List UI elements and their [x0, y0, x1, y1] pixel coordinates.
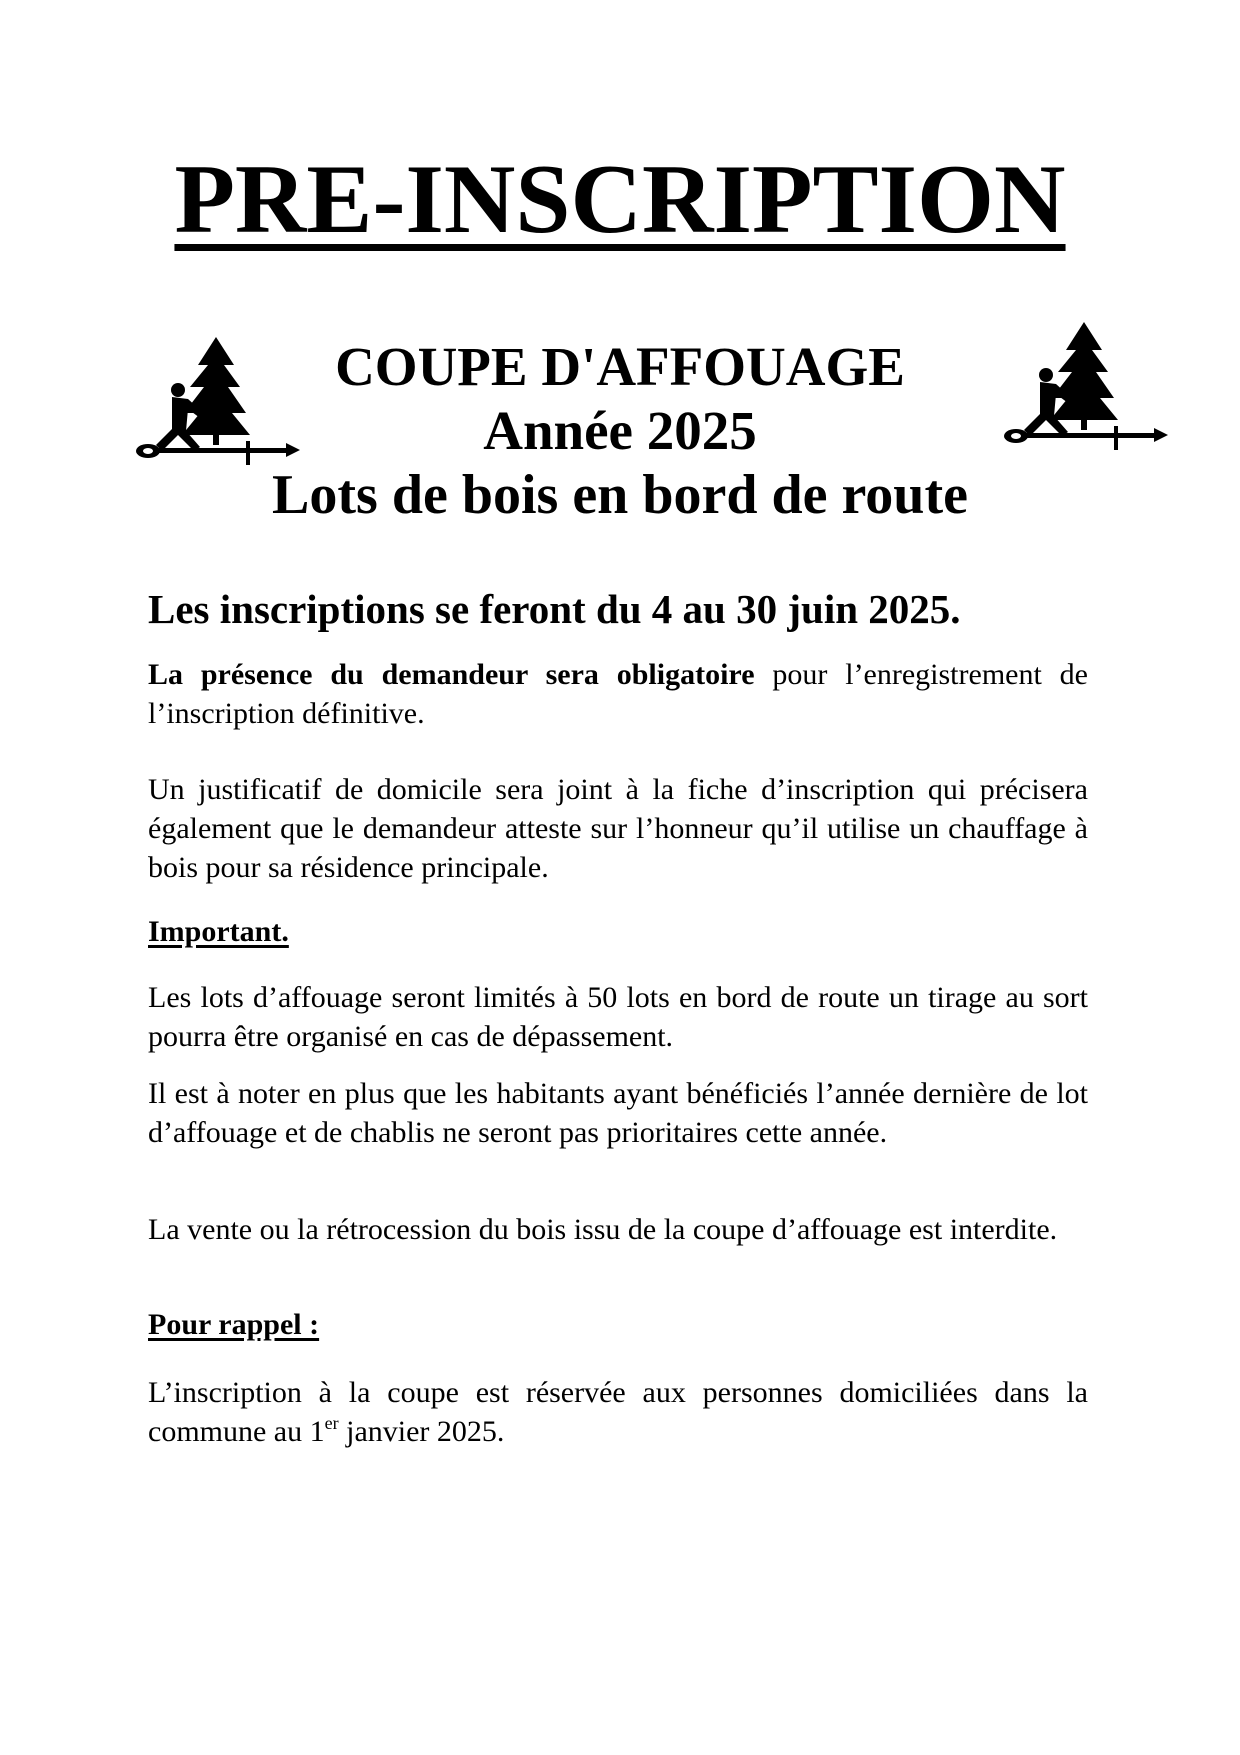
header-block: [0, 335, 1240, 528]
page-title: PRE-INSCRIPTION: [174, 145, 1066, 254]
header-line-lots: Lots de bois en bord de route: [272, 463, 968, 526]
justificatif-paragraph: Un justificatif de domicile sera joint à la fiche d’inscription qui précisera également que le demandeur atteste sur l’honneur qu’il utilise un chauffage à bois pour sa résidence principale.: [148, 773, 1088, 884]
rappel-superscript: er: [324, 1413, 339, 1433]
presence-rest-text: pour l’enregistrement de l’inscription définitive.: [148, 658, 1088, 730]
rappel-text-after: janvier 2025.: [338, 1415, 505, 1448]
important-paragraph-sale: La vente ou la rétrocession du bois issu de la coupe d’affouage est interdite.: [148, 1213, 1058, 1246]
important-heading: Important.: [148, 915, 289, 948]
important-paragraph-lots: Les lots d’affouage seront limités à 50 lots en bord de route un tirage au sort pourra être organisé en cas de dépassement.: [148, 981, 1088, 1053]
important-paragraph-priority: Il est à noter en plus que les habitants ayant bénéficiés l’année dernière de lot d’affouage et de chablis ne seront pas prioritaires cette année.: [148, 1077, 1088, 1149]
presence-paragraph: [148, 655, 1088, 733]
rappel-heading: Pour rappel :: [148, 1308, 320, 1341]
registration-dates: Les inscriptions se feront du 4 au 30 juin 2025.: [148, 586, 961, 632]
header-line-coupe: COUPE D'AFFOUAGE: [335, 336, 905, 397]
header-line-year: Année 2025: [483, 399, 757, 461]
rappel-text-before: L’inscription à la coupe est réservée aux personnes domiciliées dans la commune au 1: [148, 1376, 1088, 1448]
presence-bold-text: La présence du demandeur sera obligatoire: [148, 658, 755, 691]
rappel-paragraph: [148, 1373, 1088, 1451]
